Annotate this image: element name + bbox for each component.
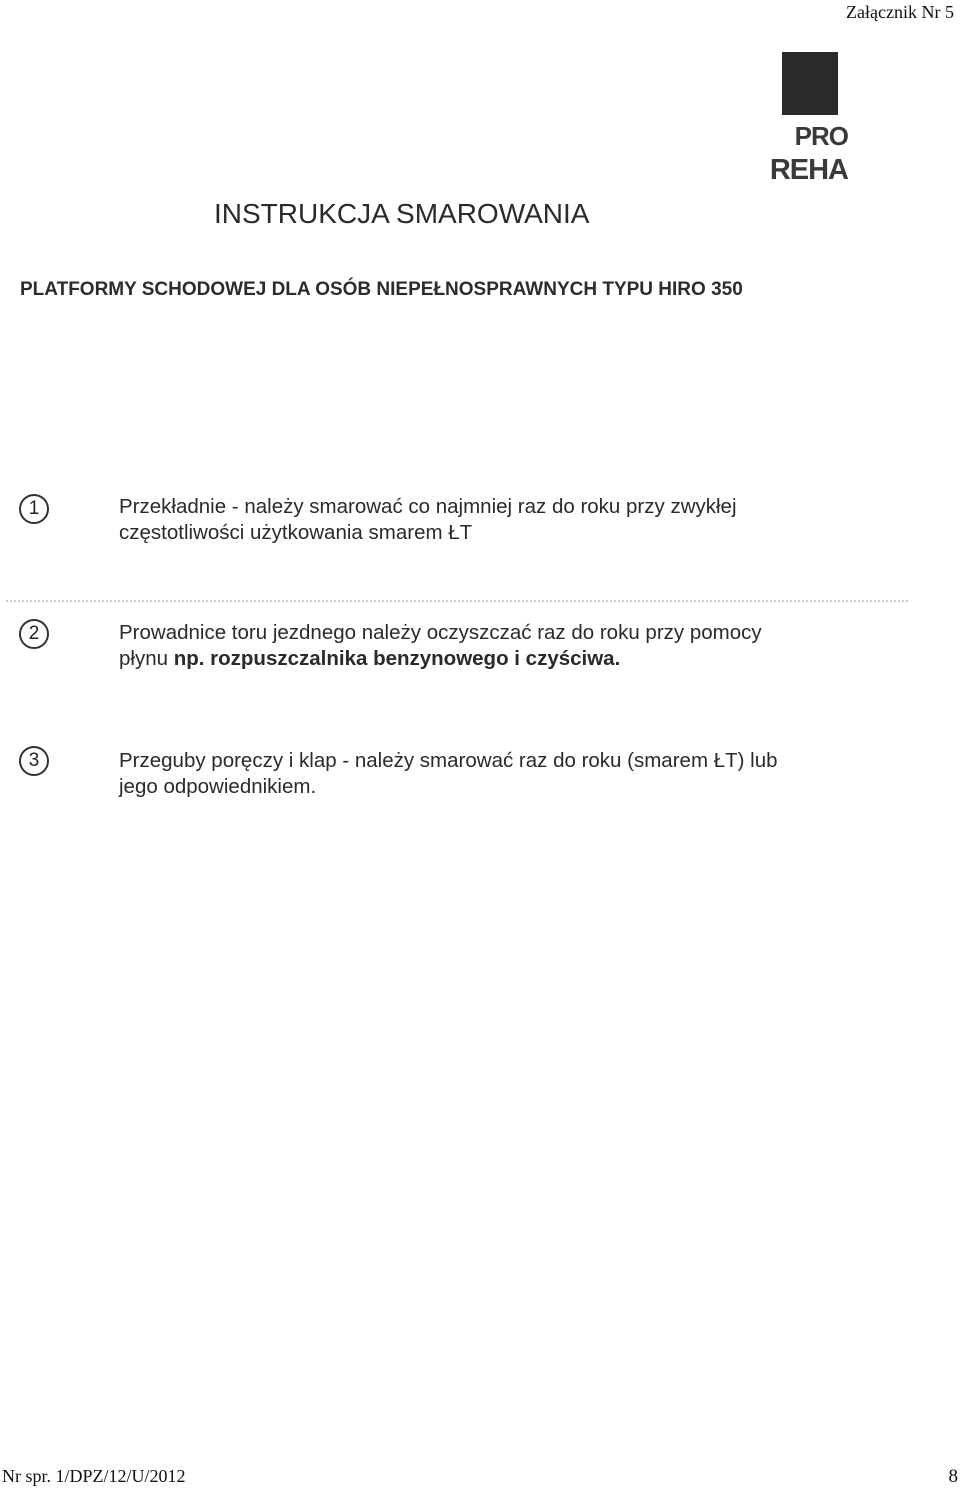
- instruction-line: częstotliwości użytkowania smarem ŁT: [119, 521, 473, 544]
- logo-mark: [782, 52, 838, 115]
- instruction-text-bold: np. rozpuszczalnika benzynowego i czyściwa.: [173, 647, 621, 670]
- instruction-item: [119, 494, 899, 546]
- item-number-badge: 2: [19, 619, 49, 649]
- instruction-line: jego odpowiednikiem.: [119, 775, 317, 798]
- logo-text-reha: REHA: [769, 154, 848, 186]
- item-number-badge: 3: [19, 746, 49, 776]
- case-number: Nr spr. 1/DPZ/12/U/2012: [2, 1466, 186, 1486]
- attachment-label: Załącznik Nr 5: [846, 2, 954, 22]
- instruction-line: Przekładnie - należy smarować co najmniej raz do roku przy zwykłej: [119, 495, 737, 518]
- instruction-item: [119, 748, 899, 800]
- document-title: INSTRUKCJA SMAROWANIA: [214, 198, 590, 229]
- item-number-badge: 1: [19, 494, 49, 524]
- page-number: 8: [948, 1466, 958, 1487]
- instruction-item: [119, 620, 899, 672]
- document-subtitle: PLATFORMY SCHODOWEJ DLA OSÓB NIEPEŁNOSPRAWNYCH TYPU HIRO 350: [20, 279, 743, 300]
- logo-text-pro: PRO: [794, 121, 848, 151]
- scan-artifact-divider: [6, 600, 908, 602]
- instruction-line: [119, 646, 899, 672]
- instruction-line: Przeguby poręczy i klap - należy smarować raz do roku (smarem ŁT) lub: [119, 749, 778, 772]
- instruction-text-plain: płynu: [119, 647, 174, 670]
- instruction-line: Prowadnice toru jezdnego należy oczyszczać raz do roku przy pomocy: [119, 621, 762, 644]
